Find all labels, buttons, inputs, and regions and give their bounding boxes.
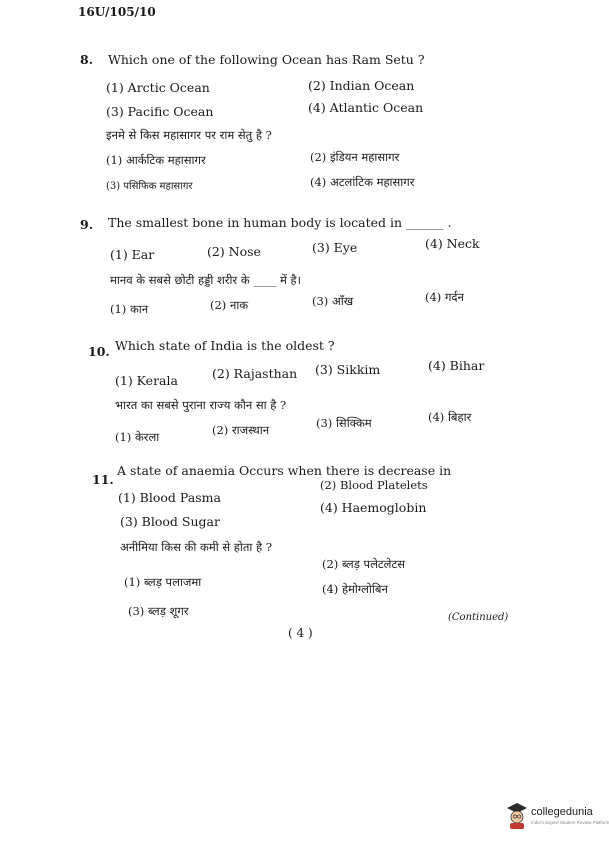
option-hi: (2) नाक <box>210 298 249 312</box>
option-en: (2) Rajasthan <box>212 366 298 381</box>
question-text-en: Which one of the following Ocean has Ram Setu ? <box>108 52 425 67</box>
option-en: (2) Blood Platelets <box>320 478 428 492</box>
option-en: (3) Sikkim <box>315 362 381 377</box>
option-en: (3) Eye <box>312 240 358 255</box>
question-text-hi: मानव के सबसे छोटी हड्डी शरीर के ____ में है। <box>110 273 301 287</box>
option-en: (2) Nose <box>207 244 261 259</box>
paper-code: 16U/105/10 <box>78 5 156 19</box>
option-en: (4) Neck <box>425 236 480 251</box>
continued-label: (Continued) <box>448 612 509 623</box>
option-en: (4) Bihar <box>428 358 485 373</box>
option-en: (4) Atlantic Ocean <box>308 100 424 115</box>
option-hi: (2) ब्लड़ पलेटलेटस <box>322 557 406 571</box>
question-text-hi: भारत का सबसे पुराना राज्य कौन सा है ? <box>115 398 287 412</box>
option-hi: (1) कान <box>110 302 149 316</box>
option-hi: (1) ब्लड़ पलाजमा <box>124 575 202 589</box>
option-en: (1) Kerala <box>115 373 178 388</box>
graduate-icon <box>505 802 529 830</box>
brand-name: collegedunia <box>531 806 593 818</box>
brand-tagline: India's largest Student Review Platform <box>531 820 609 825</box>
option-en: (1) Ear <box>110 247 155 262</box>
page-number: ( 4 ) <box>288 626 313 640</box>
option-hi: (3) ब्लड़ शूगर <box>128 604 189 618</box>
option-en: (2) Indian Ocean <box>308 78 415 93</box>
question-number: 8. <box>80 52 94 67</box>
option-en: (3) Blood Sugar <box>120 514 220 529</box>
option-hi: (4) हेमोग्लोबिन <box>322 582 388 596</box>
question-text-hi: अनीमिया किस की कमी से होता है ? <box>120 540 272 554</box>
option-hi: (4) बिहार <box>428 410 472 424</box>
option-hi: (3) पसिफिक महासागर <box>106 181 193 192</box>
question-text-en: A state of anaemia Occurs when there is decrease in <box>117 463 452 478</box>
collegedunia-logo <box>505 800 609 832</box>
option-en: (3) Pacific Ocean <box>106 104 214 119</box>
option-hi: (1) केरला <box>115 430 160 444</box>
option-hi: (2) राजस्थान <box>212 423 270 437</box>
question-text-en: The smallest bone in human body is located in ______ . <box>108 215 452 230</box>
option-en: (1) Blood Pasma <box>118 490 221 505</box>
option-hi: (3) सिक्किम <box>316 416 372 430</box>
option-en: (1) Arctic Ocean <box>106 80 210 95</box>
option-hi: (2) इंडियन महासागर <box>310 150 400 164</box>
option-en: (4) Haemoglobin <box>320 500 427 515</box>
option-hi: (3) आँख <box>312 294 354 308</box>
option-hi: (1) आर्कटिक महासागर <box>106 153 206 167</box>
option-hi: (4) गर्दन <box>425 290 464 304</box>
question-number: 11. <box>92 472 114 487</box>
question-text-en: Which state of India is the oldest ? <box>115 338 335 353</box>
question-number: 9. <box>80 217 94 232</box>
question-text-hi: इनमे से किस महासागर पर राम सेतु है ? <box>106 128 272 142</box>
question-number: 10. <box>88 344 110 359</box>
option-hi: (4) अटलांटिक महासागर <box>310 175 415 189</box>
